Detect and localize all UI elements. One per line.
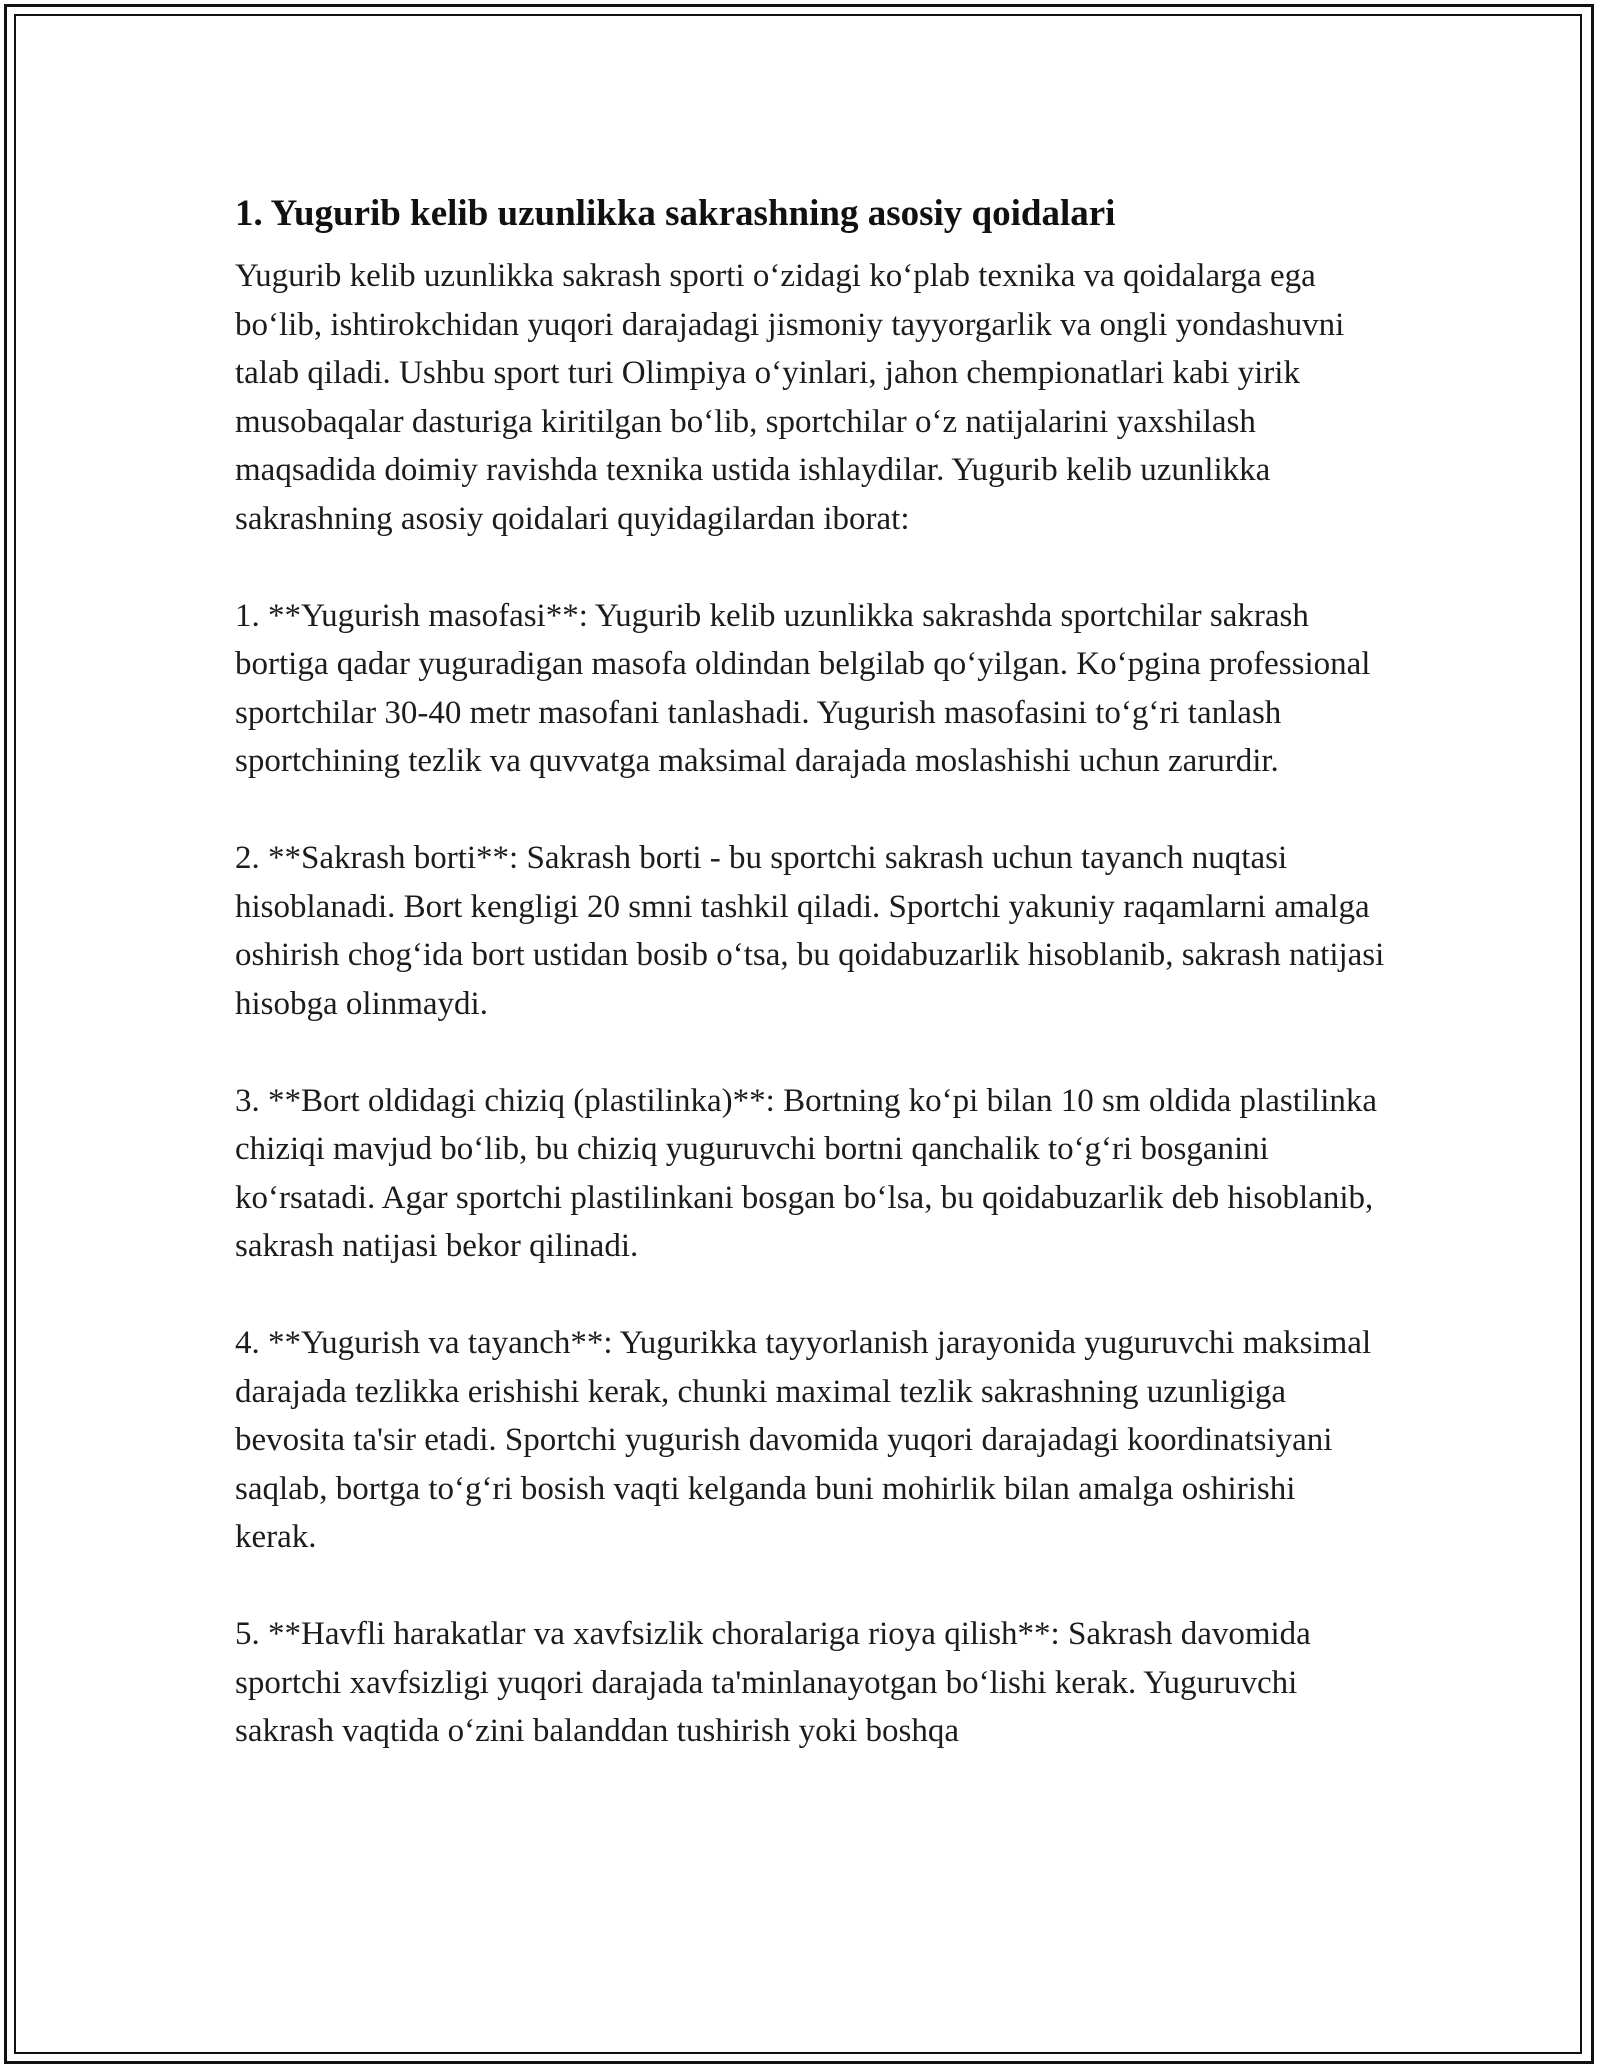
rule-paragraph-3: 3. **Bort oldidagi chiziq (plastilinka)**: Bortning ko‘pi bilan 10 sm oldida plastilinka chiziqi mavjud bo‘lib, bu chiziq yuguruvchi bortni qanchalik to‘g‘ri bosganini ko‘rsatadi. Agar sportchi plastilinkani bosgan bo‘lsa, bu qoidabuzarlik deb hisoblanib, sakrash natijasi bekor qilinadi. — [235, 1082, 1378, 1264]
section-heading: 1. Yugurib kelib uzunlikka sakrashning asosiy qoidalari — [235, 193, 1116, 234]
intro-paragraph: Yugurib kelib uzunlikka sakrash sporti o‘zidagi ko‘plab texnika va qoidalarga ega bo‘lib, ishtirokchidan yuqori darajadagi jismoniy tayyorgarlik va ongli yondashuvni talab qiladi. Ushbu sport turi Olimpiya o‘yinlari, jahon chempionatlari kabi yirik musobaqalar dasturiga kiritilgan bo‘lib, sportchilar o‘z natijalarini yaxshilash maqsadida doimiy ravishda texnika ustida ishlaydilar. Yugurib kelib uzunlikka sakrashning asosiy qoidalari quyidagilardan iborat: — [235, 258, 1345, 537]
rule-paragraph-5: 5. **Havfli harakatlar va xavfsizlik choralariga rioya qilish**: Sakrash davomida sportchi xavfsizligi yuqori darajada ta'minlanayotgan bo‘lishi kerak. Yuguruvchi sakrash vaqtida o‘zini balanddan tushirish yoki boshqa — [235, 1616, 1311, 1749]
rule-paragraph-2: 2. **Sakrash borti**: Sakrash borti - bu sportchi sakrash uchun tayanch nuqtasi hisoblanadi. Bort kengligi 20 smni tashkil qiladi. Sportchi yakuniy raqamlarni amalga oshirish chog‘ida bort ustidan bosib o‘tsa, bu qoidabuzarlik hisoblanib, sakrash natijasi hisobga olinmaydi. — [235, 840, 1385, 1022]
document-body — [235, 186, 1385, 1804]
rule-paragraph-1: 1. **Yugurish masofasi**: Yugurib kelib uzunlikka sakrashda sportchilar sakrash bortiga qadar yuguradigan masofa oldindan belgilab qo‘yilgan. Ko‘pgina professional sportchilar 30-40 metr masofani tanlashadi. Yugurish masofasini to‘g‘ri tanlash sportchining tezlik va quvvatga maksimal darajada moslashishi uchun zarurdir. — [235, 597, 1371, 779]
rule-paragraph-4: 4. **Yugurish va tayanch**: Yugurikka tayyorlanish jarayonida yuguruvchi maksimal darajada tezlikka erishishi kerak, chunki maximal tezlik sakrashning uzunligiga bevosita ta'sir etadi. Sportchi yugurish davomida yuqori darajadagi koordinatsiyani saqlab, bortga to‘g‘ri bosish vaqti kelganda buni mohirlik bilan amalga oshirishi kerak. — [235, 1325, 1372, 1555]
